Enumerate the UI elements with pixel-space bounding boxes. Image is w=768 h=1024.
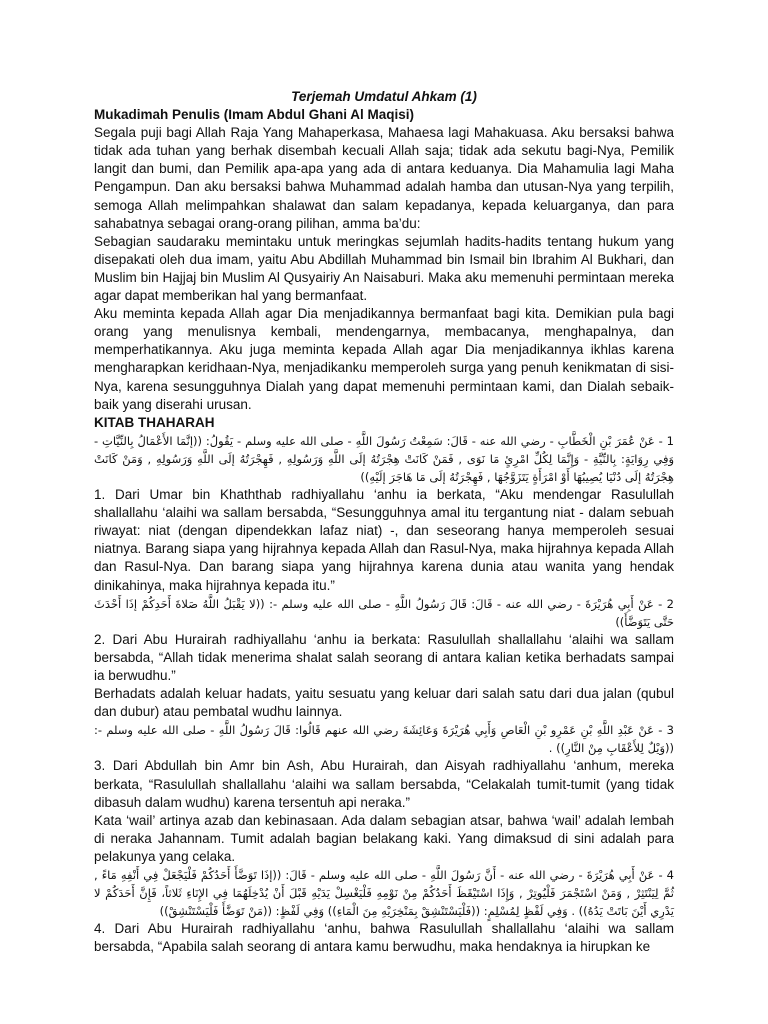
section-heading: Mukadimah Penulis (Imam Abdul Ghani Al Maqisi): [94, 107, 415, 123]
intro-paragraph: Sebagian saudaraku memintaku untuk meringkas sejumlah hadits-hadits tentang hukum yang disepakati oleh dua imam, yaitu Abu Abdillah Muhammad bin Ismail bin Ibrahim Al Bukhari, dan Muslim bin Hajjaj bin Muslim Al Qusyairiy An Naisaburi. Maka aku memenuhi permintaan mereka agar dapat memberikan hal yang bermanfaat.: [94, 233, 674, 304]
hadith-note: Berhadats adalah keluar hadats, yaitu sesuatu yang keluar dari salah satu dari dua jalan (qubul dan dubur) atau pembatal wudhu lainnya.: [94, 686, 674, 720]
kitab-heading: KITAB THAHARAH: [94, 414, 215, 430]
intro-paragraph: Segala puji bagi Allah Raja Yang Mahaperkasa, Mahaesa lagi Mahakuasa. Aku bersaksi bahwa tidak ada tuhan yang berhak disembah kecuali Allah saja; tidak ada sekutu bagi-Nya, Pemilik langit dan bumi, dan Pemilik apa-apa yang ada di antara keduanya. Dia Mahamulia lagi Maha Pengampun. Dan aku bersaksi bahwa Muhammad adalah hamba dan utusan-Nya yang terpilih, semoga Allah melimpahkan shalawat dan salam kepadanya, kepada keluarganya, dan para sahabatnya sebagai orang-orang pilihan, amma ba’du:: [94, 125, 674, 231]
hadith-arabic-text: 2 - عَنْ أَبِي هُرَيْرَةَ - رضي الله عنه - قَالَ: قَالَ رَسُولُ اللَّهِ - صلى الله عليه وسلم -: ((لا يَقْبَلُ اللَّهُ صَلاةَ أَحَدِكُمْ إذَا أَحْدَثَ حَتَّى يَتَوَضَّأَ)): [94, 596, 674, 629]
hadith-arabic-text: 4 - عَنْ أَبِي هُرَيْرَةَ - رضي الله عنه - أَنَّ رَسُولَ اللَّهِ - صلى الله عليه وسلم - قَالَ: ((إذَا تَوَضَّأَ أَحَدُكُمْ فَلْيَجْعَلْ فِي أَنْفِهِ مَاءً , ثُمَّ لِيَنْتَثِرْ , وَمَنْ اسْتَجْمَرَ فَلْيُوتِرْ , وَإِذَا اسْتَيْقَظَ أَحَدُكُمْ مِنْ نَوْمِهِ فَلْيَغْسِلْ يَدَيْهِ قَبْلَ أَنْ يُدْخِلَهُمَا فِي الإِنَاءِ ثَلاثاً، فَإِنَّ أَحَدَكُمْ لا يَدْرِي أَيْنَ بَاتَتْ يَدُهُ)) . وَفِي لَفْظٍ لِمُسْلِمٍ: ((فَلْيَسْتَنْشِقْ بِمَنْخِرَيْهِ مِنَ الْمَاءِ)) وَفِي لَفْظٍ: ((مَنْ تَوَضَّأَ فَلْيَسْتَنْشِقْ)): [94, 868, 674, 919]
document-page: [94, 88, 674, 957]
hadith-arabic-text: 1 - عَنْ عُمَرَ بْنِ الْخَطَّابِ - رضي الله عنه - قَالَ: سَمِعْتُ رَسُولَ اللَّهِ - صلى الله عليه وسلم - يَقُولُ: ((إنَّمَا الأَعْمَالُ بِالنِّيَّاتِ - وَفِي رِوَايَةٍ: بِالنِّيَّةِ - وَإِنَّمَا لِكُلِّ امْرِئٍ مَا نَوَى , فَمَنْ كَانَتْ هِجْرَتُهُ إلَى اللَّهِ وَرَسُولِهِ , فَهِجْرَتُهُ إلَى اللَّهِ وَرَسُولِهِ , وَمَنْ كَانَتْ هِجْرَتُهُ إلَى دُنْيَا يُصِيبُهَا أَوْ امْرَأَةٍ يَتَزَوَّجُهَا , فَهِجْرَتُهُ إلَى مَا هَاجَرَ إلَيْهِ)): [94, 433, 674, 484]
hadith-arabic-text: 3 - عَنْ عَبْدِ اللَّهِ بْنِ عَمْرِو بْنِ الْعَاصِ وَأَبِي هُرَيْرَةَ وَعَائِشَةَ رضي الله عنهم قَالُوا: قَالَ رَسُولُ اللَّهِ - صلى الله عليه وسلم -: ((وَيْلٌ لِلأَعْقَابِ مِنْ النَّارِ)) .: [94, 723, 674, 756]
hadith-translation: 4. Dari Abu Hurairah radhiyallahu ‘anhu, bahwa Rasulullah shallallahu ‘alaihi wa sallam bersabda, “Apabila salah seorang di antara kamu berwudhu, maka hendaknya ia hirupkan ke: [94, 921, 674, 955]
hadith-translation: 3. Dari Abdullah bin Amr bin Ash, Abu Hurairah, dan Aisyah radhiyallahu ‘anhum, mereka berkata, “Rasulullah shallallahu ‘alaihi wa sallam bersabda, “Celakalah tumit-tumit (yang tidak dibasuh dalam wudhu) karena tersentuh api neraka.”: [94, 758, 674, 810]
intro-paragraph: Aku meminta kepada Allah agar Dia menjadikannya bermanfaat bagi kita. Demikian pula bagi orang yang menulisnya kembali, mendengarnya, membacanya, menghapalnya, dan memperhatikannya. Aku juga meminta kepada Allah agar Dia menjadikannya ikhlas karena mengharapkan keridhaan-Nya, menjadikanku memperoleh surga yang penuh kenikmatan di sisi-Nya, karena sesungguhnya Dialah yang dapat memenuhi permintaan kami, dan Dialah sebaik-baik yang diserahi urusan.: [94, 306, 674, 412]
hadith-translation: 1. Dari Umar bin Khaththab radhiyallahu ‘anhu ia berkata, “Aku mendengar Rasulullah shallallahu ‘alaihi wa sallam bersabda, “Sesungguhnya amal itu tergantung niat - dalam sebuah riwayat: niat (dengan dipendekkan lafaz niat) -, dan seseorang hanya memperoleh sesuai niatnya. Barang siapa yang hijrahnya kepada Allah dan Rasul-Nya, maka hijrahnya kepada Allah dan Rasul-Nya. Dan barang siapa yang hijrahnya karena dunia atau wanita yang hendak dinikahinya, maka hijrahnya kepada itu.”: [94, 487, 674, 593]
page-title: Terjemah Umdatul Ahkam (1): [291, 89, 477, 104]
hadith-translation: 2. Dari Abu Hurairah radhiyallahu ‘anhu ia berkata: Rasulullah shallallahu ‘alaihi wa sallam bersabda, “Allah tidak menerima shalat salah seorang di antara kalian ketika berhadats sampai ia berwudhu.”: [94, 631, 674, 683]
hadith-note: Kata ‘wail’ artinya azab dan kebinasaan. Ada dalam sebagian atsar, bahwa ‘wail’ adalah lembah di neraka Jahannam. Tumit adalah bagian belakang kaki. Yang dimaksud di sini adalah para pelakunya yang celaka.: [94, 812, 674, 864]
